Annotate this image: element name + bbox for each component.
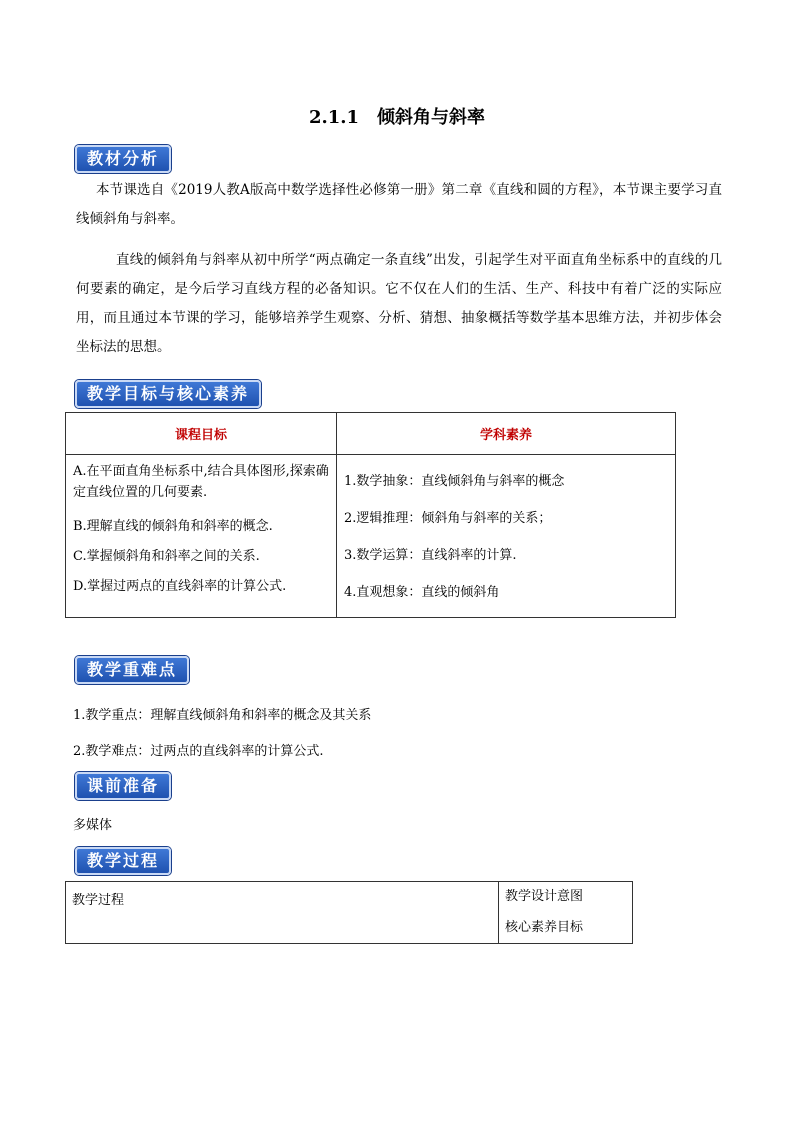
keypoint-focus: 1.教学重点：理解直线倾斜角和斜率的概念及其关系	[73, 708, 372, 723]
analysis-paragraph-2: 直线的倾斜角与斜率从初中所学“两点确定一条直线”出发，引起学生对平面直角坐标系中的直线的几何要素的确定，是今后学习直线方程的必备知识。它不仅在人们的生活、生产、科技中有着广泛的实际应用，而且通过本节课的学习，能够培养学生观察、分析、猜想、抽象概括等数学基本思维方法，并初步体会坐标法的思想。	[76, 252, 722, 355]
course-goal-d: D.掌握过两点的直线斜率的计算公式.	[73, 579, 287, 594]
goals-literacy-cell	[337, 455, 676, 618]
prep-text: 多媒体	[73, 818, 113, 833]
course-goal-b: B.理解直线的倾斜角和斜率的概念.	[73, 519, 273, 534]
section-tag-keypoints: 教学重难点	[75, 656, 189, 684]
course-goal-a: A.在平面直角坐标系中,结合具体图形,探索确定直线位置的几何要素.	[73, 464, 329, 500]
section-tag-analysis: 教材分析	[75, 145, 171, 173]
section-tag-process: 教学过程	[75, 847, 171, 875]
goals-header-course: 课程目标	[66, 413, 337, 455]
literacy-item-1: 1.数学抽象：直线倾斜角与斜率的概念	[344, 474, 565, 489]
literacy-item-2: 2.逻辑推理：倾斜角与斜率的关系；	[344, 511, 552, 526]
section-tag-prep: 课前准备	[75, 772, 171, 800]
keypoint-difficulty: 2.教学难点：过两点的直线斜率的计算公式.	[73, 744, 324, 759]
section-tag-goals: 教学目标与核心素养	[75, 380, 261, 408]
goals-header-literacy: 学科素养	[337, 413, 676, 455]
process-literacy-goal: 核心素养目标	[505, 920, 584, 935]
process-col-side	[499, 882, 633, 944]
literacy-item-4: 4.直观想象：直线的倾斜角	[344, 585, 500, 600]
process-design-intent: 教学设计意图	[505, 889, 584, 904]
process-col-main-label: 教学过程	[72, 893, 125, 908]
process-col-main	[66, 882, 499, 944]
goals-table	[65, 412, 676, 618]
process-table	[65, 881, 633, 944]
literacy-item-3: 3.数学运算：直线斜率的计算.	[344, 548, 517, 563]
goals-course-cell	[66, 455, 337, 618]
document-title: 2.1.1 倾斜角与斜率	[308, 107, 486, 128]
course-goal-c: C.掌握倾斜角和斜率之间的关系.	[73, 549, 260, 564]
analysis-paragraph-1: 本节课选自《2019人教A版高中数学选择性必修第一册》第二章《直线和圆的方程》，本节课主要学习直线倾斜角与斜率。	[76, 182, 722, 227]
